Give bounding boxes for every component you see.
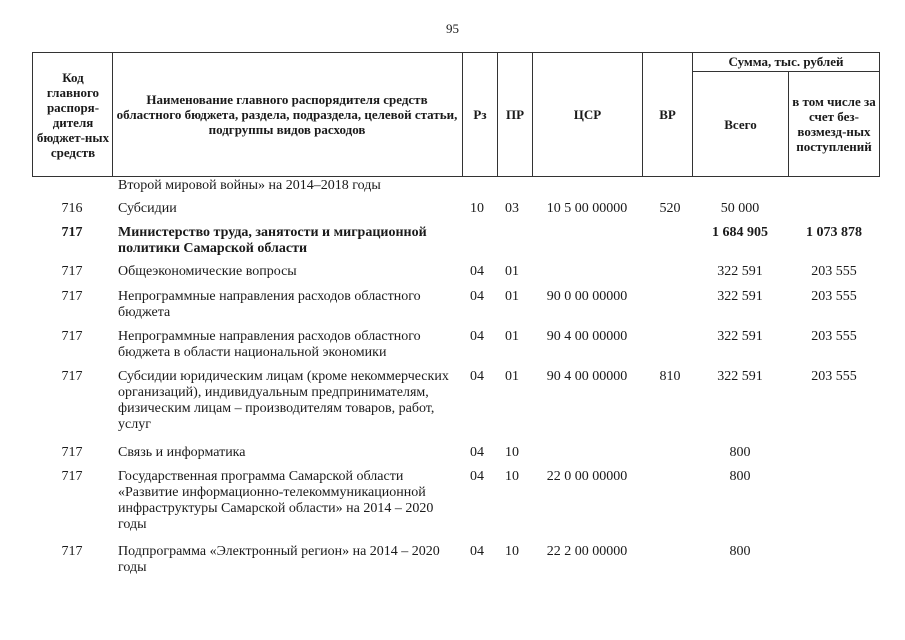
row-name: Государственная программа Самарской области «Развитие информационно-телекоммуникационной инфраструктуры Самарской области» на 2014 – 2020 годы — [118, 469, 434, 532]
row-total: 800 — [729, 469, 751, 484]
row-pr: 10 — [505, 469, 519, 484]
row-csr: 90 4 00 00000 — [546, 369, 628, 384]
row-csr: 10 5 00 00000 — [546, 201, 628, 216]
row-free: 1 073 878 — [806, 225, 862, 240]
header-pr: ПР — [505, 107, 525, 122]
row-pr: 03 — [505, 201, 519, 216]
row-pr: 01 — [505, 369, 519, 384]
header-sum: Сумма, тыс. рублей — [728, 54, 844, 69]
row-code: 717 — [61, 264, 83, 279]
row-pr: 01 — [505, 329, 519, 344]
row-csr: 22 0 00 00000 — [546, 469, 628, 484]
row-code: 716 — [61, 201, 83, 216]
row-total: 322 591 — [717, 329, 763, 344]
row-name: Непрограммные направления расходов областного бюджета в области национальной экономики — [118, 329, 421, 360]
row-total: 322 591 — [717, 264, 763, 279]
row-vr: 810 — [659, 369, 681, 384]
row-rz: 04 — [470, 289, 484, 304]
row-total: 1 684 905 — [712, 225, 768, 240]
row-name: Субсидии юридическим лицам (кроме некоммерческих организаций), индивидуальным предпринимателям, физическим лицам – производителям товаров, работ, услуг — [118, 369, 449, 432]
header-name: Наименование главного распорядителя средств областного бюджета, раздела, подраздела, целевой статьи, подгруппы видов расходов — [116, 92, 458, 137]
row-code: 717 — [61, 469, 83, 484]
row-rz: 04 — [470, 544, 484, 559]
row-code: 717 — [61, 225, 83, 240]
header-rz: Рз — [473, 107, 487, 122]
row-total: 322 591 — [717, 289, 763, 304]
row-free: 203 555 — [811, 329, 857, 344]
row-code: 717 — [61, 445, 83, 460]
row-rz: 04 — [470, 445, 484, 460]
row-csr: 90 4 00 00000 — [546, 329, 628, 344]
row-name: Субсидии — [118, 201, 177, 216]
row-vr: 520 — [659, 201, 681, 216]
page-number: 95 — [446, 21, 459, 36]
table-header — [32, 52, 880, 177]
row-name: Министерство труда, занятости и миграционной политики Самарской области — [118, 225, 427, 256]
row-pr: 10 — [505, 445, 519, 460]
row-code: 717 — [61, 369, 83, 384]
header-vr: ВР — [659, 107, 676, 122]
row-rz: 10 — [470, 201, 484, 216]
row-rz: 04 — [470, 264, 484, 279]
row-pr: 01 — [505, 264, 519, 279]
row-csr: 90 0 00 00000 — [546, 289, 628, 304]
header-total: Всего — [724, 116, 757, 132]
row-total: 800 — [729, 544, 751, 559]
header-csr: ЦСР — [573, 107, 602, 122]
row-code: 717 — [61, 544, 83, 559]
row-pr: 10 — [505, 544, 519, 559]
row-csr: 22 2 00 00000 — [546, 544, 628, 559]
row-total: 322 591 — [717, 369, 763, 384]
row-total: 50 000 — [720, 201, 760, 216]
row-rz: 04 — [470, 469, 484, 484]
row-pr: 01 — [505, 289, 519, 304]
row-code: 717 — [61, 329, 83, 344]
row-rz: 04 — [470, 329, 484, 344]
row-total: 800 — [729, 445, 751, 460]
row-name: Общеэкономические вопросы — [118, 264, 297, 279]
row-name: Подпрограмма «Электронный регион» на 2014 – 2020 годы — [118, 544, 440, 575]
row-free: 203 555 — [811, 289, 857, 304]
header-free: в том числе за счет без-возмезд-ных поступлений — [792, 94, 876, 154]
row-free: 203 555 — [811, 369, 857, 384]
header-code: Код главного распоря-дителя бюджет-ных средств — [36, 69, 110, 160]
row-name: Непрограммные направления расходов областного бюджета — [118, 289, 421, 320]
row-code: 717 — [61, 289, 83, 304]
row-free: 203 555 — [811, 264, 857, 279]
row-name: Второй мировой войны» на 2014–2018 годы — [118, 178, 381, 193]
row-rz: 04 — [470, 369, 484, 384]
row-name: Связь и информатика — [118, 445, 246, 460]
